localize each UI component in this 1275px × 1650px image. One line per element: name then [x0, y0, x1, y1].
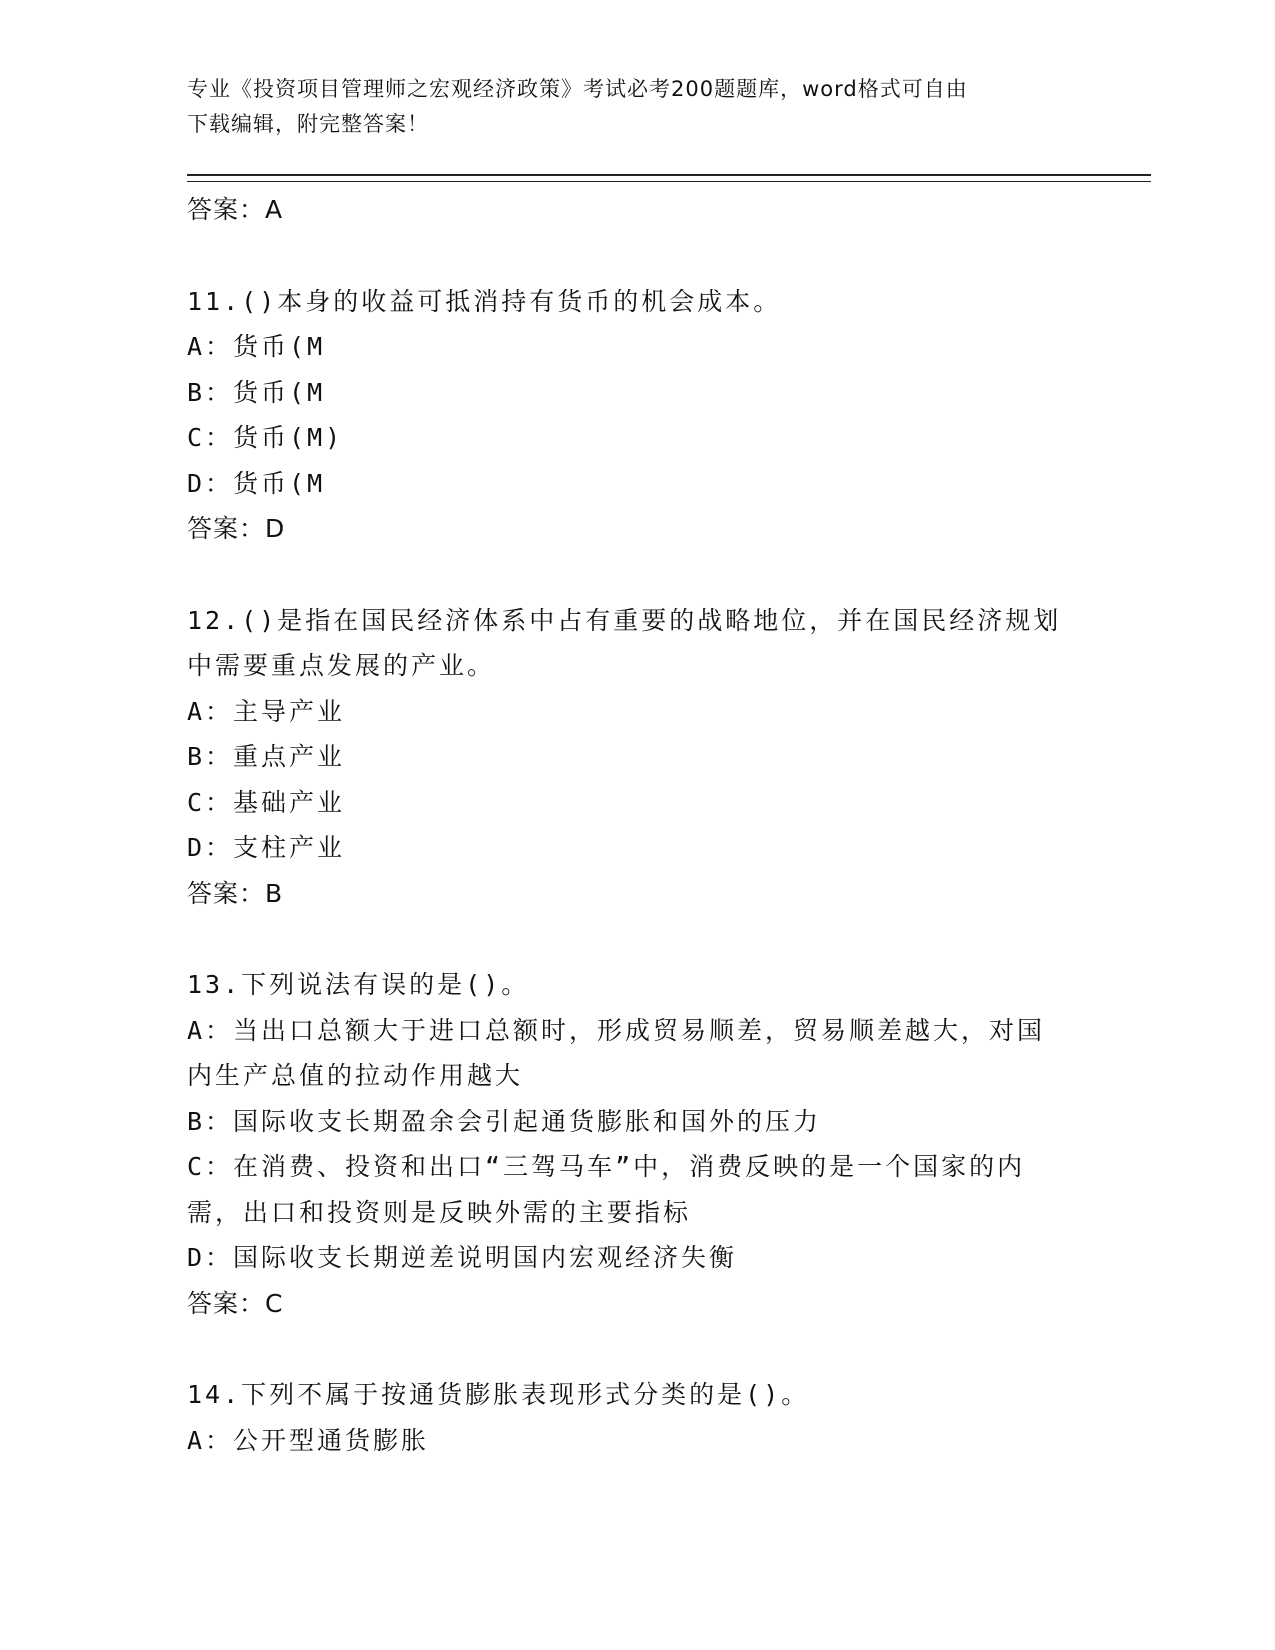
header-divider-thick — [187, 174, 1151, 176]
question-block — [187, 598, 1087, 917]
block-spacer — [187, 552, 1087, 598]
header-line-1: 专业《投资项目管理师之宏观经济政策》考试必考200题题库，word格式可自由 — [187, 77, 968, 101]
question-block — [187, 962, 1087, 1326]
option-a: A：公开型通货膨胀 — [187, 1425, 430, 1455]
answer-line: 答案：C — [187, 1288, 284, 1318]
header-divider-thin — [187, 181, 1151, 182]
option-a: A：当出口总额大于进口总额时，形成贸易顺差，贸易顺差越大，对国 — [187, 1015, 1046, 1045]
option-a: A：货币(M — [187, 332, 326, 361]
block-spacer — [187, 233, 1087, 279]
option-d: D：支柱产业 — [187, 833, 346, 862]
answer-line: 答案：B — [187, 878, 284, 908]
option-d: D：货币(M — [187, 468, 326, 498]
header-line-2: 下载编辑，附完整答案！ — [187, 112, 429, 136]
answer-line: 答案：D — [187, 514, 286, 543]
option-c: 需，出口和投资则是反映外需的主要指标 — [187, 1197, 692, 1227]
option-c: C：基础产业 — [187, 787, 346, 817]
block-spacer — [187, 1326, 1087, 1372]
option-c: C：在消费、投资和出口“三驾马车”中，消费反映的是一个国家的内 — [187, 1152, 1026, 1181]
question-block — [187, 1372, 1087, 1463]
question-text: 中需要重点发展的产业。 — [187, 651, 496, 680]
question-text: 14.下列不属于按通货膨胀表现形式分类的是()。 — [187, 1380, 810, 1409]
question-text: 11.()本身的收益可抵消持有货币的机会成本。 — [187, 286, 782, 316]
block-spacer — [187, 916, 1087, 962]
option-d: D：国际收支长期逆差说明国内宏观经济失衡 — [187, 1243, 738, 1272]
option-a: 内生产总值的拉动作用越大 — [187, 1061, 524, 1090]
answer-line: 答案：A — [187, 195, 284, 224]
option-a: A：主导产业 — [187, 696, 346, 726]
question-text: 12.()是指在国民经济体系中占有重要的战略地位，并在国民经济规划 — [187, 605, 1062, 635]
option-c: C：货币(M) — [187, 423, 344, 452]
question-block — [187, 279, 1087, 552]
document-header — [187, 72, 1087, 142]
option-b: B：国际收支长期盈余会引起通货膨胀和国外的压力 — [187, 1106, 822, 1136]
answer-block — [187, 187, 1087, 233]
option-b: B：货币(M — [187, 377, 326, 407]
question-text: 13.下列说法有误的是()。 — [187, 970, 530, 999]
option-b: B：重点产业 — [187, 742, 346, 771]
question-list — [187, 187, 1087, 1463]
